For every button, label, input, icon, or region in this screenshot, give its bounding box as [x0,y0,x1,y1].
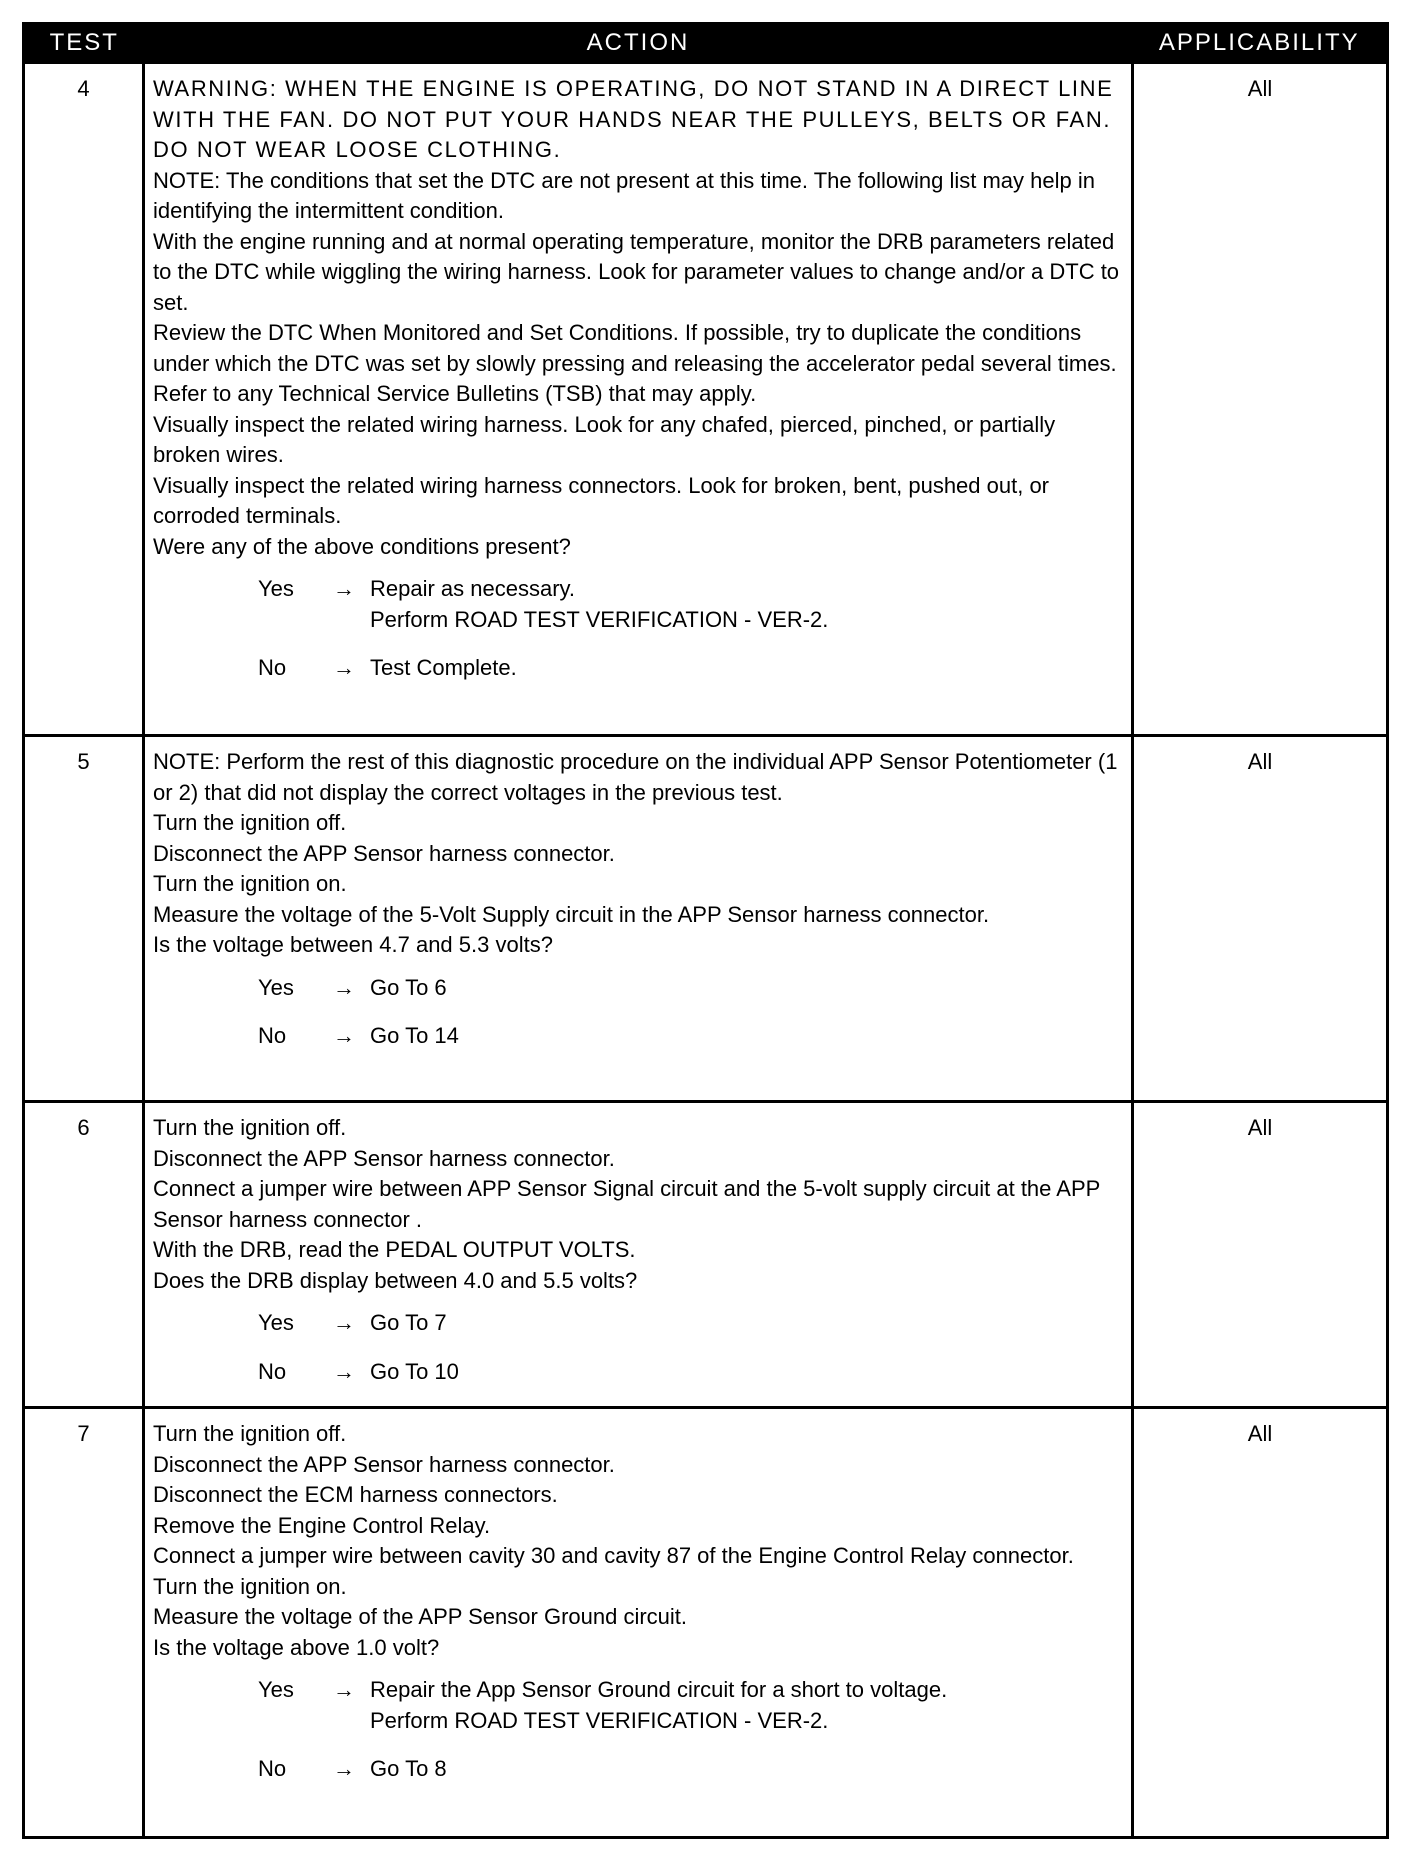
answer-list [153,973,1123,1052]
answer-line: Go To 14 [370,1023,459,1048]
answer-no [153,1754,1123,1785]
answer-no [153,1021,1123,1052]
answer-list [153,574,1123,684]
table-row [24,1102,1388,1408]
answer-label: No [258,1358,287,1384]
answer-line: Go To 7 [370,1310,447,1335]
answer-line: Test Complete. [370,655,517,680]
action-line: Disconnect the APP Sensor harness connector. [153,840,615,866]
action-line: NOTE: The conditions that set the DTC are not present at this time. The following list may help in identifying the intermittent condition. [153,167,1095,223]
applicability-value: All [1133,1408,1388,1838]
action-cell [144,1102,1133,1408]
answer-label: Yes [258,576,294,601]
arrow-right-icon: → [333,1310,355,1335]
action-line: Disconnect the APP Sensor harness connector. [153,1451,615,1477]
action-cell [144,63,1133,736]
table-row [24,63,1388,736]
action-line: Visually inspect the related wiring harness connectors. Look for broken, bent, pushed out, or corroded terminals. [153,472,1050,528]
applicability-value: All [1133,1102,1388,1408]
action-line: Turn the ignition on. [153,1573,347,1599]
action-line: Measure the voltage of the APP Sensor Ground circuit. [153,1604,688,1629]
action-line: Measure the voltage of the 5-Volt Supply circuit in the APP Sensor harness connector. [153,901,990,927]
action-line: Were any of the above conditions present? [153,533,571,559]
answer-label: Yes [258,1310,294,1335]
action-line: Remove the Engine Control Relay. [153,1512,491,1538]
answer-line: Go To 10 [370,1358,459,1384]
table-header-row [24,24,1388,63]
answer-label: Yes [258,1677,294,1702]
answer-text [370,653,1123,684]
answer-label: Yes [258,974,294,1000]
answer-text [370,1021,1123,1052]
action-line: Turn the ignition on. [153,871,347,896]
header-test: TEST [24,24,144,63]
answer-line: Repair as necessary. [370,576,576,601]
action-line: With the DRB, read the PEDAL OUTPUT VOLTS. [153,1237,636,1262]
answer-text [370,1308,1123,1339]
action-line: Connect a jumper wire between cavity 30 and cavity 87 of the Engine Control Relay connector. [153,1543,1074,1568]
action-line: WARNING: WHEN THE ENGINE IS OPERATING, DO NOT STAND IN A DIRECT LINE WITH THE FAN. DO NOT PUT YOUR HANDS NEAR THE PULLEYS, BELTS OR FAN. DO NOT WEAR LOOSE CLOTHING. [153,76,1114,162]
action-line: Connect a jumper wire between APP Sensor Signal circuit and the 5-volt supply circuit at the APP Sensor harness connector . [153,1176,1100,1232]
answer-line: Go To 8 [370,1756,447,1781]
answer-no [153,1357,1123,1388]
action-cell [144,736,1133,1102]
test-number: 5 [24,736,144,1102]
answer-label: No [258,1756,287,1781]
test-number: 6 [24,1102,144,1408]
action-line: Visually inspect the related wiring harness. Look for any chafed, pierced, pinched, or partially broken wires. [153,411,1056,467]
arrow-right-icon: → [333,1023,355,1048]
action-line: Refer to any Technical Service Bulletins (TSB) that may apply. [153,381,757,406]
answer-text [370,1754,1123,1785]
header-action: ACTION [144,24,1133,63]
arrow-right-icon: → [333,576,355,601]
action-line: Does the DRB display between 4.0 and 5.5 volts? [153,1267,638,1293]
action-line: Review the DTC When Monitored and Set Conditions. If possible, try to duplicate the conditions under which the DTC was set by slowly pressing and releasing the accelerator pedal several times. [153,320,1117,376]
action-line: With the engine running and at normal operating temperature, monitor the DRB parameters related to the DTC while wiggling the wiring harness. Look for parameter values to change and/or a DTC to set. [153,228,1120,315]
answer-list [153,1675,1123,1785]
arrow-right-icon: → [333,974,355,1000]
action-cell [144,1408,1133,1838]
action-line: Turn the ignition off. [153,1115,347,1140]
answer-label: No [258,1023,287,1048]
answer-text [370,1675,1123,1736]
answer-text [370,1357,1123,1388]
answer-yes [153,574,1123,635]
table-row [24,1408,1388,1838]
table-row [24,736,1388,1102]
answer-line: Go To 6 [370,974,447,1000]
answer-yes [153,1308,1123,1339]
arrow-right-icon: → [333,1677,355,1702]
action-line: NOTE: Perform the rest of this diagnostic procedure on the individual APP Sensor Potentiometer (1 or 2) that did not display the correct voltages in the previous test. [153,749,1118,805]
answer-label: No [258,655,287,680]
action-line: Is the voltage between 4.7 and 5.3 volts? [153,932,553,957]
test-number: 7 [24,1408,144,1838]
test-number: 4 [24,63,144,736]
action-line: Turn the ignition off. [153,1421,347,1446]
action-line: Is the voltage above 1.0 volt? [153,1634,440,1660]
answer-line: Repair the App Sensor Ground circuit for a short to voltage. [370,1677,948,1702]
header-applicability: APPLICABILITY [1133,24,1388,63]
answer-line: Perform ROAD TEST VERIFICATION - VER-2. [370,1707,829,1733]
answer-yes [153,973,1123,1004]
action-line: Disconnect the ECM harness connectors. [153,1482,558,1507]
action-line: Turn the ignition off. [153,810,347,835]
answer-line: Perform ROAD TEST VERIFICATION - VER-2. [370,606,829,632]
answer-yes [153,1675,1123,1736]
answer-text [370,574,1123,635]
answer-text [370,973,1123,1004]
answer-no [153,653,1123,684]
action-line: Disconnect the APP Sensor harness connector. [153,1145,615,1171]
applicability-value: All [1133,63,1388,736]
arrow-right-icon: → [333,655,355,680]
arrow-right-icon: → [333,1756,355,1781]
arrow-right-icon: → [333,1358,355,1384]
applicability-value: All [1133,736,1388,1102]
diagnostic-table [22,22,1389,1839]
answer-list [153,1308,1123,1387]
